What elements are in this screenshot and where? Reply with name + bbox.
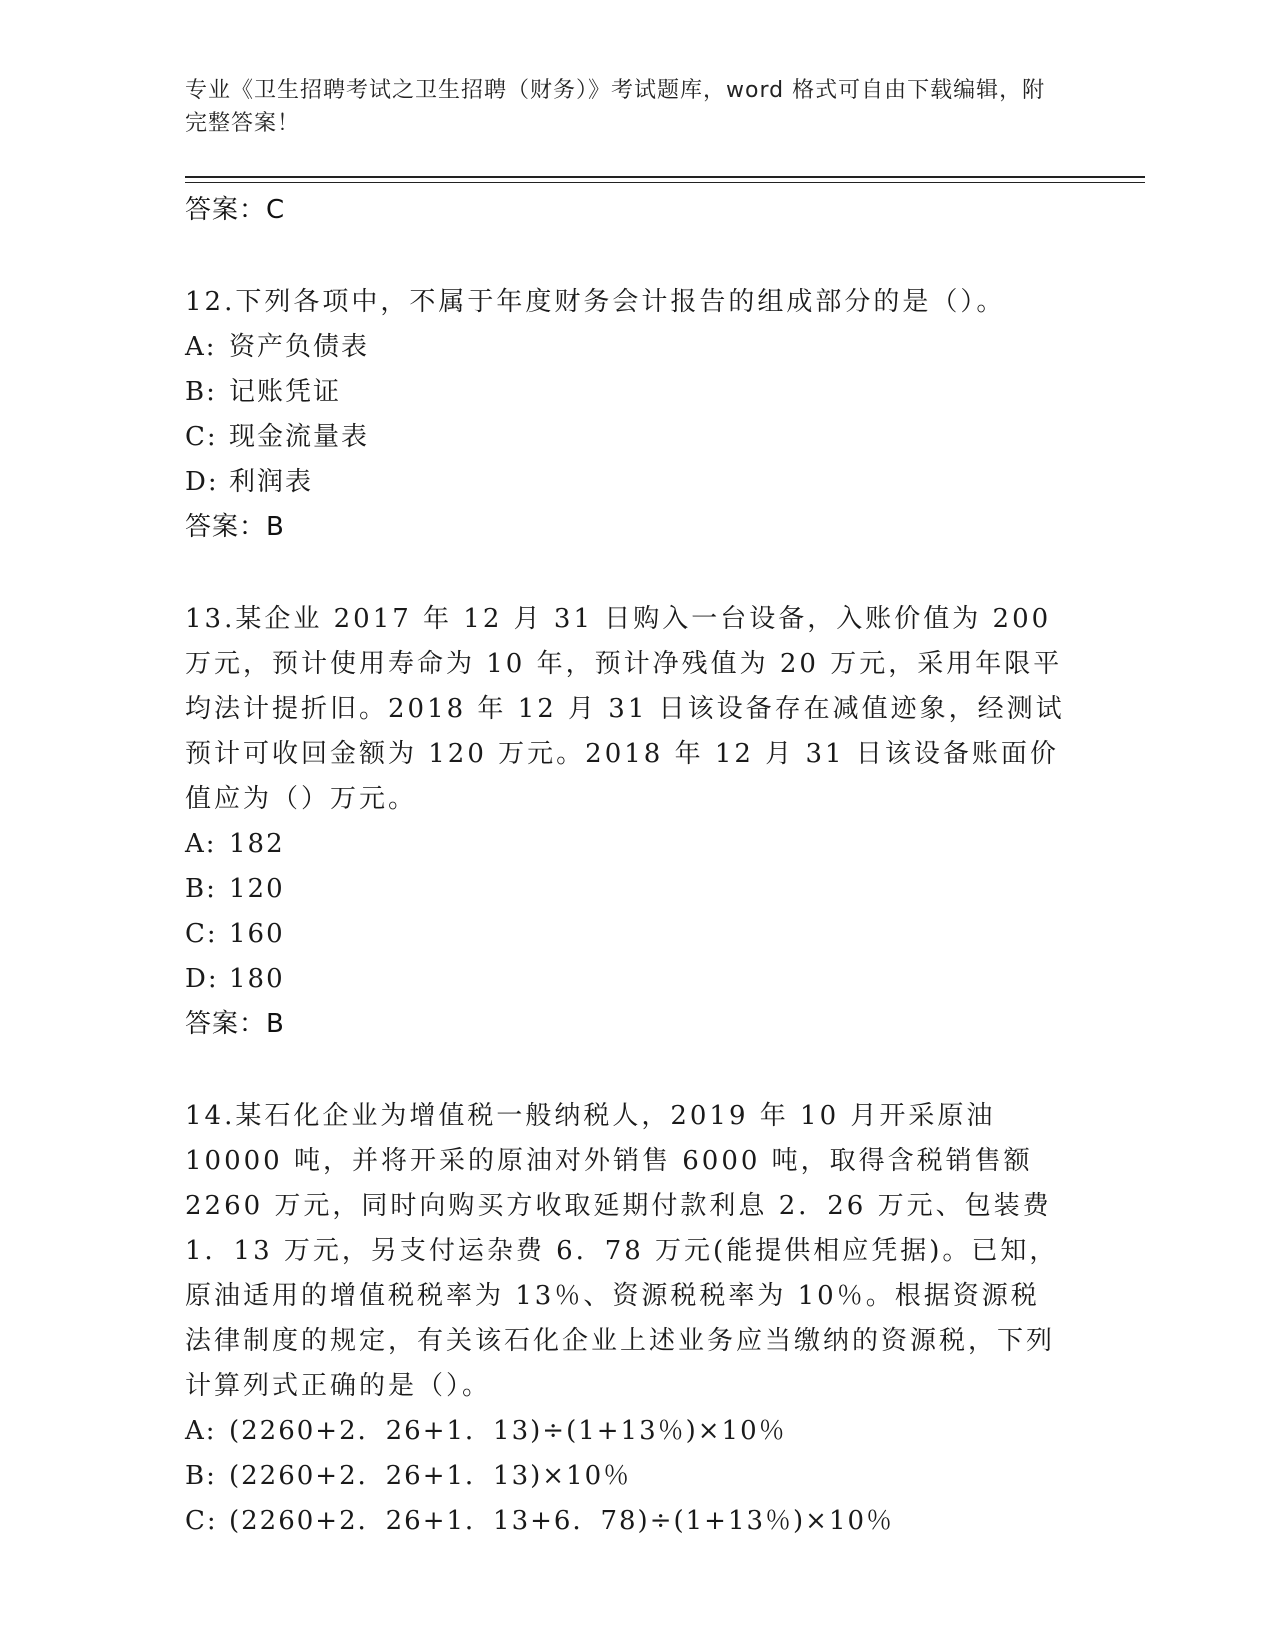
option-text: 180 [229, 964, 285, 994]
option-text: 182 [229, 829, 285, 859]
option-text: (2260+2．26+1．13)×10％ [229, 1461, 632, 1491]
spacer [185, 1046, 1065, 1094]
header-text: 专业《卫生招聘考试之卫生招聘（财务）》考试题库，word 格式可自由下载编辑，附完整答案！ [185, 78, 1046, 136]
question-12 [185, 280, 1065, 549]
option-key: B: [185, 1461, 217, 1491]
option-text: (2260+2．26+1．13)÷(1+13％)×10％ [229, 1416, 787, 1446]
option-key: C: [185, 422, 218, 452]
previous-answer: 答案：C [185, 195, 286, 225]
question-answer: 答案：B [185, 1009, 285, 1039]
option-text: 120 [229, 874, 285, 904]
header-divider-thin [185, 182, 1145, 183]
option-key: B: [185, 377, 217, 407]
option-c [185, 1499, 1065, 1544]
option-key: A: [185, 1416, 217, 1446]
option-d [185, 957, 1065, 1002]
spacer [185, 549, 1065, 597]
spacer [185, 232, 1065, 280]
option-key: D: [185, 467, 219, 497]
header-divider-thick [185, 176, 1145, 178]
option-text: 资产负债表 [229, 332, 370, 362]
option-c [185, 912, 1065, 957]
question-13 [185, 597, 1065, 1046]
option-text: 利润表 [229, 467, 314, 497]
option-c [185, 415, 1065, 460]
question-stem: 14.某石化企业为增值税一般纳税人，2019 年 10 月开采原油 10000 吨，并将开采的原油对外销售 6000 吨，取得含税销售额 2260 万元，同时向购买方收取延期付款利息 2．26 万元、包装费 1．13 万元，另支付运杂费 6．78 万元(能提供相应凭据)。已知，原油适用的增值税税率为 13％、资源税税率为 10％。根据资源税法律制度的规定，有关该石化企业上述业务应当缴纳的资源税，下列计算列式正确的是（）。 [185, 1101, 1059, 1401]
option-d [185, 460, 1065, 505]
option-text: 现金流量表 [229, 422, 370, 452]
document-header [185, 74, 1065, 140]
option-text: 160 [229, 919, 285, 949]
option-text: 记账凭证 [229, 377, 342, 407]
option-key: D: [185, 964, 219, 994]
option-a [185, 822, 1065, 867]
question-answer: 答案：B [185, 512, 285, 542]
option-key: A: [185, 332, 217, 362]
option-a [185, 1409, 1065, 1454]
option-key: C: [185, 1506, 218, 1536]
option-a [185, 325, 1065, 370]
question-14 [185, 1094, 1065, 1544]
option-text: (2260+2．26+1．13+6．78)÷(1+13％)×10％ [229, 1506, 895, 1536]
option-key: B: [185, 874, 217, 904]
option-b [185, 867, 1065, 912]
option-b [185, 1454, 1065, 1499]
option-key: C: [185, 919, 218, 949]
option-key: A: [185, 829, 217, 859]
question-stem: 13.某企业 2017 年 12 月 31 日购入一台设备，入账价值为 200 万元，预计使用寿命为 10 年，预计净残值为 20 万元，采用年限平均法计提折旧。2018 年 12 月 31 日该设备存在减值迹象，经测试预计可收回金额为 120 万元。2018 年 12 月 31 日该设备账面价值应为（）万元。 [185, 604, 1065, 814]
option-b [185, 370, 1065, 415]
question-list [185, 188, 1065, 1544]
question-stem: 12.下列各项中，不属于年度财务会计报告的组成部分的是（）。 [185, 287, 1006, 317]
